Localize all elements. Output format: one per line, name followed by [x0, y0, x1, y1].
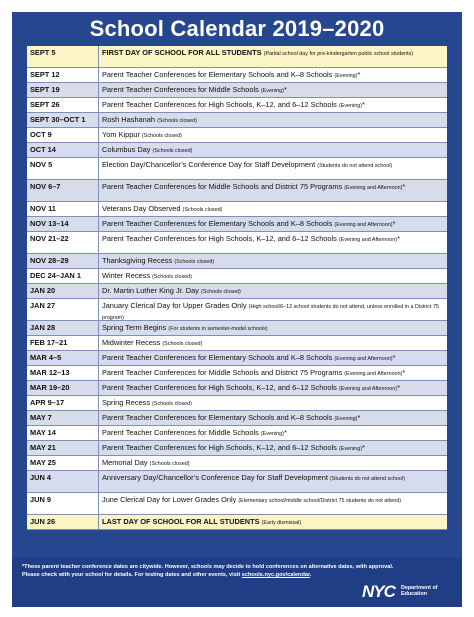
event-note: (Evening) — [334, 73, 358, 79]
event-note: (Evening and Afternoon) — [338, 386, 398, 392]
doe-logo-text — [401, 585, 438, 597]
event-title: Parent Teacher Conferences for Middle Schools and District 75 Programs — [102, 368, 343, 377]
calendar-table — [27, 46, 447, 530]
calendar-row — [27, 381, 447, 396]
event-asterisk: * — [397, 234, 400, 243]
event-description — [99, 351, 447, 365]
calendar-row — [27, 321, 447, 336]
event-note: (Schools closed) — [152, 274, 192, 280]
event-title: Memorial Day — [102, 458, 148, 467]
event-note: (Elementary school/middle school/District 75 students do not attend) — [238, 498, 402, 504]
calendar-row — [27, 232, 447, 254]
event-description — [99, 158, 447, 179]
calendar-row — [27, 128, 447, 143]
calendar-row — [27, 493, 447, 515]
event-asterisk: * — [402, 368, 406, 377]
calendar-row — [27, 269, 447, 284]
event-date: SEPT 19 — [27, 83, 99, 97]
event-date: MAR 19–20 — [27, 381, 99, 395]
calendar-row — [27, 158, 447, 180]
event-title: Dr. Martin Luther King Jr. Day — [102, 286, 199, 295]
event-note: (Evening and Afternoon) — [344, 371, 403, 377]
event-description — [99, 471, 447, 492]
event-date: MAY 21 — [27, 441, 99, 455]
event-title: Parent Teacher Conferences for High Schools, K–12, and 6–12 Schools — [102, 443, 337, 452]
event-description — [99, 217, 447, 231]
event-title: LAST DAY OF SCHOOL FOR ALL STUDENTS — [102, 517, 260, 526]
event-description — [99, 232, 447, 253]
event-title: Thanksgiving Recess — [102, 256, 173, 265]
event-asterisk: * — [392, 219, 396, 228]
event-description — [99, 202, 447, 216]
calendar-page — [12, 12, 462, 607]
event-title: Parent Teacher Conferences for High Schools, K–12, and 6–12 Schools — [102, 383, 337, 392]
event-note: (Students do not attend school) — [317, 163, 393, 169]
event-date: NOV 5 — [27, 158, 99, 179]
event-note: (Partial school day for pre-kindergarten public school students) — [263, 51, 414, 57]
event-description — [99, 299, 447, 320]
event-title: Parent Teacher Conferences for Elementary Schools and K–8 Schools — [102, 70, 333, 79]
event-date: NOV 13–14 — [27, 217, 99, 231]
event-date: MAY 7 — [27, 411, 99, 425]
event-note: (Students do not attend school) — [330, 476, 405, 482]
footnote-conferences: *These parent teacher conference dates are citywide. However, schools may decide to hold conferences on alternative dates, with approval. — [22, 564, 394, 570]
event-description — [99, 321, 447, 335]
event-title: FIRST DAY OF SCHOOL FOR ALL STUDENTS — [102, 48, 262, 57]
event-title: Parent Teacher Conferences for Elementary Schools and K–8 Schools — [102, 353, 333, 362]
event-note: (Evening and Afternoon) — [334, 222, 393, 228]
event-note: (Schools closed) — [162, 341, 203, 347]
event-description — [99, 366, 447, 380]
calendar-row — [27, 471, 447, 493]
event-date: JUN 4 — [27, 471, 99, 492]
calendar-row — [27, 202, 447, 217]
event-description — [99, 83, 447, 97]
event-asterisk: * — [397, 383, 400, 392]
calendar-row — [27, 180, 447, 202]
event-description — [99, 456, 447, 470]
event-date: APR 9–17 — [27, 396, 99, 410]
event-asterisk: * — [392, 353, 396, 362]
event-date: MAY 14 — [27, 426, 99, 440]
event-date: JAN 27 — [27, 299, 99, 320]
calendar-row — [27, 351, 447, 366]
calendar-row — [27, 254, 447, 269]
event-description — [99, 269, 447, 283]
event-note: (Evening) — [334, 416, 358, 422]
event-asterisk: * — [283, 85, 287, 94]
event-date: OCT 14 — [27, 143, 99, 157]
event-date: SEPT 30–OCT 1 — [27, 113, 99, 127]
event-description — [99, 396, 447, 410]
calendar-row — [27, 396, 447, 411]
calendar-row — [27, 456, 447, 471]
event-date: SEPT 26 — [27, 98, 99, 112]
event-asterisk: * — [357, 70, 361, 79]
event-note: (Schools closed) — [142, 133, 182, 139]
event-description — [99, 113, 447, 127]
event-note: (Schools closed) — [174, 259, 215, 265]
footer — [12, 558, 462, 607]
event-note: (Schools closed) — [152, 148, 193, 154]
calendar-row — [27, 46, 447, 68]
event-note: (Evening) — [260, 88, 284, 94]
event-title: Parent Teacher Conferences for Middle Schools and District 75 Programs — [102, 182, 343, 191]
event-title: Spring Term Begins — [102, 323, 167, 332]
event-date: NOV 6–7 — [27, 180, 99, 201]
calendar-row — [27, 366, 447, 381]
calendar-row — [27, 411, 447, 426]
event-note: (Early dismissal) — [261, 520, 302, 526]
event-description — [99, 46, 447, 67]
calendar-row — [27, 299, 447, 321]
event-title: January Clerical Day for Upper Grades Only — [102, 301, 247, 310]
event-description — [99, 441, 447, 455]
event-description — [99, 381, 447, 395]
event-title: Parent Teacher Conferences for Middle Schools — [102, 85, 259, 94]
event-note: (Schools closed) — [201, 289, 241, 295]
event-description — [99, 284, 447, 298]
event-note: (For students in semester-model schools) — [168, 326, 268, 332]
event-date: JUN 26 — [27, 515, 99, 529]
event-description — [99, 426, 447, 440]
event-title: Election Day/Chancellor’s Conference Day for Staff Development — [102, 160, 316, 169]
calendar-link[interactable]: schools.nyc.gov/calendar — [241, 572, 310, 578]
calendar-row — [27, 336, 447, 351]
event-date: MAR 4–5 — [27, 351, 99, 365]
calendar-row — [27, 113, 447, 128]
calendar-row — [27, 68, 447, 83]
event-date: SEPT 12 — [27, 68, 99, 82]
event-note: (Schools closed) — [149, 461, 190, 467]
event-note: (Evening and Afternoon) — [338, 237, 398, 243]
event-note: (Evening) — [338, 103, 363, 109]
event-description — [99, 98, 447, 112]
event-title: Yom Kippur — [102, 130, 140, 139]
event-date: NOV 28–29 — [27, 254, 99, 268]
event-description — [99, 68, 447, 82]
event-description — [99, 515, 447, 529]
event-date: JAN 20 — [27, 284, 99, 298]
event-date: MAY 25 — [27, 456, 99, 470]
event-title: Parent Teacher Conferences for High Schools, K–12, and 6–12 Schools — [102, 100, 337, 109]
event-asterisk: * — [357, 413, 361, 422]
event-asterisk: * — [283, 428, 287, 437]
event-note: (Evening and Afternoon) — [344, 185, 403, 191]
event-date: JAN 28 — [27, 321, 99, 335]
event-description — [99, 128, 447, 142]
event-description — [99, 493, 447, 514]
event-title: Anniversary Day/Chancellor’s Conference Day for Staff Development — [102, 473, 328, 482]
event-note: (Schools closed) — [152, 401, 192, 407]
event-note: (Evening and Afternoon) — [334, 356, 393, 362]
event-date: NOV 21–22 — [27, 232, 99, 253]
event-title: June Clerical Day for Lower Grades Only — [102, 495, 237, 504]
calendar-row — [27, 515, 447, 530]
event-title: Rosh Hashanah — [102, 115, 156, 124]
event-note: (Evening) — [338, 446, 363, 452]
event-date: OCT 9 — [27, 128, 99, 142]
footnote-details-end: . — [309, 572, 312, 578]
event-date: JUN 9 — [27, 493, 99, 514]
event-date: DEC 24–JAN 1 — [27, 269, 99, 283]
nyc-logo: NYC — [362, 582, 395, 601]
event-title: Midwinter Recess — [102, 338, 161, 347]
footnote-details — [22, 572, 311, 578]
event-title: Parent Teacher Conferences for Middle Schools — [102, 428, 259, 437]
calendar-row — [27, 98, 447, 113]
event-title: Parent Teacher Conferences for Elementary Schools and K–8 Schools — [102, 219, 333, 228]
calendar-row — [27, 143, 447, 158]
event-description — [99, 336, 447, 350]
event-description — [99, 411, 447, 425]
event-date: MAR 12–13 — [27, 366, 99, 380]
event-note: (High school/6–12 school students do not attend, unless enrolled in a District 75 program) — [102, 304, 439, 320]
event-description — [99, 180, 447, 201]
calendar-row — [27, 284, 447, 299]
event-title: Veterans Day Observed — [102, 204, 181, 213]
footnote-details-text: Please check with your school for details. For testing dates and other events, visit — [22, 572, 242, 578]
event-date: SEPT 5 — [27, 46, 99, 67]
calendar-row — [27, 217, 447, 232]
event-note: (Evening) — [260, 431, 284, 437]
event-note: (Schools closed) — [157, 118, 197, 124]
event-date: FEB 17–21 — [27, 336, 99, 350]
event-date: NOV 11 — [27, 202, 99, 216]
event-title: Parent Teacher Conferences for High Schools, K–12, and 6–12 Schools — [102, 234, 337, 243]
doe-logo-line2: Education — [401, 591, 428, 597]
event-asterisk: * — [402, 182, 406, 191]
event-asterisk: * — [362, 100, 365, 109]
calendar-row — [27, 83, 447, 98]
event-note: (Schools closed) — [182, 207, 223, 213]
event-title: Parent Teacher Conferences for Elementary Schools and K–8 Schools — [102, 413, 333, 422]
event-title: Spring Recess — [102, 398, 151, 407]
event-title: Winter Recess — [102, 271, 151, 280]
page-title: School Calendar 2019–2020 — [89, 16, 385, 41]
calendar-row — [27, 426, 447, 441]
event-description — [99, 143, 447, 157]
event-asterisk: * — [362, 443, 365, 452]
event-description — [99, 254, 447, 268]
calendar-row — [27, 441, 447, 456]
event-title: Columbus Day — [102, 145, 151, 154]
doe-logo-line1: Department of — [401, 585, 438, 591]
